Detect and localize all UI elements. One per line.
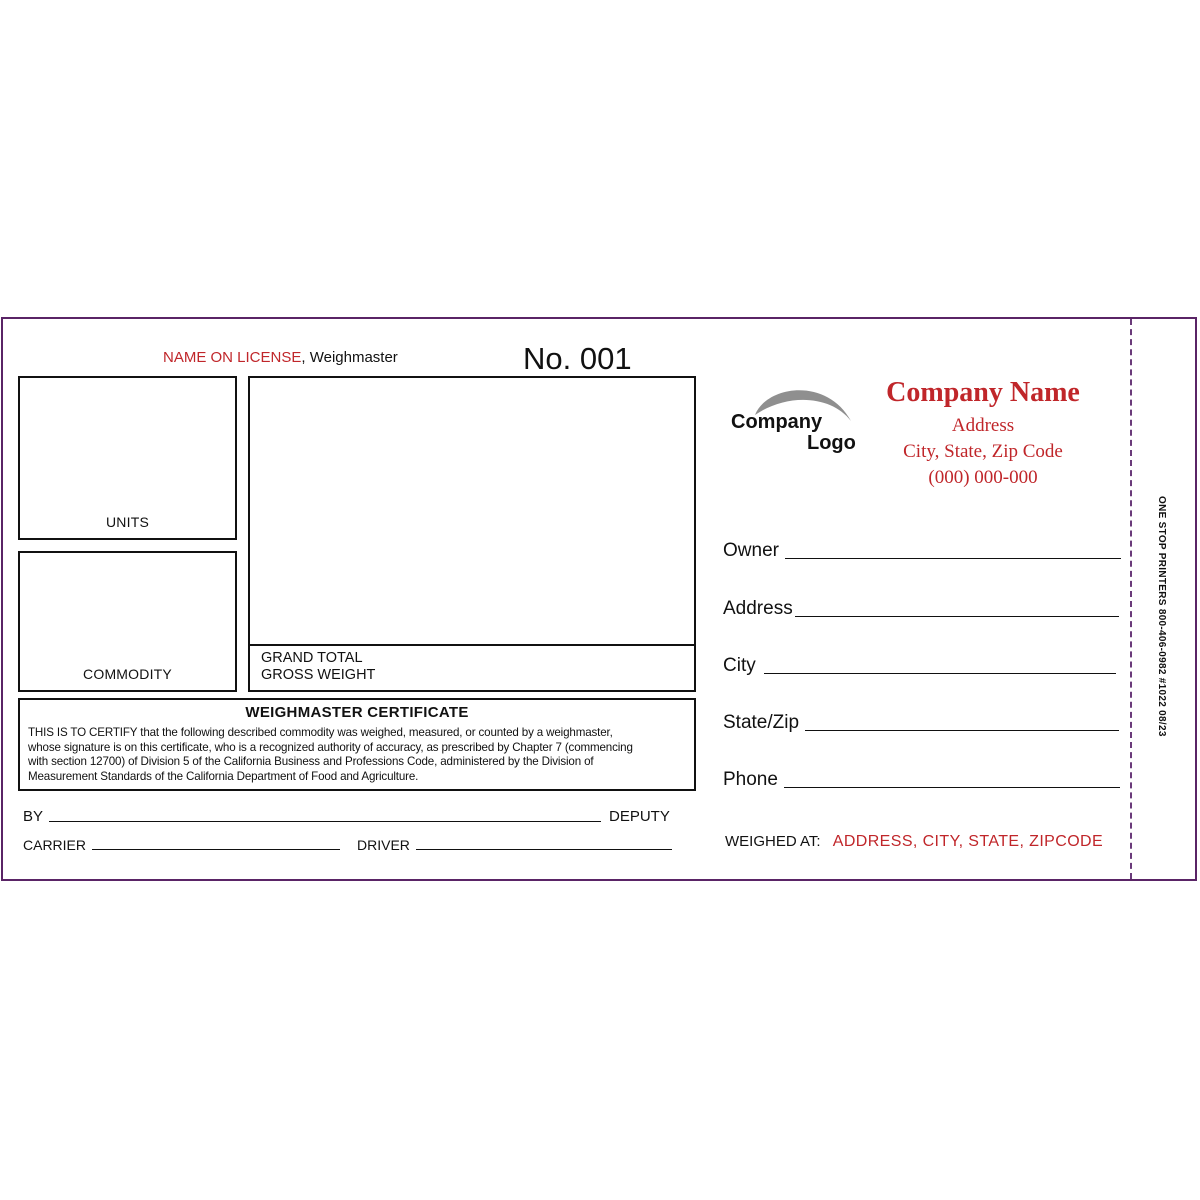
weights-divider <box>250 644 694 646</box>
certificate-title: WEIGHMASTER CERTIFICATE <box>245 704 469 721</box>
deputy-label: DEPUTY <box>609 808 670 825</box>
company-address: Address <box>951 415 1015 436</box>
carrier-signature-line[interactable] <box>92 849 340 850</box>
commodity-box[interactable] <box>18 551 237 692</box>
weighed-at-value: ADDRESS, CITY, STATE, ZIPCODE <box>832 833 1104 850</box>
weights-box[interactable] <box>248 376 696 692</box>
address-line[interactable] <box>795 616 1119 617</box>
units-label: UNITS <box>106 514 149 530</box>
printer-note: ONE STOP PRINTERS 800-406-0982 #1022 08/23 <box>1156 496 1167 737</box>
grand-total-area <box>261 650 375 684</box>
company-logo <box>727 381 867 461</box>
license-line <box>163 349 398 366</box>
commodity-label: COMMODITY <box>83 666 172 682</box>
weighmaster-ticket <box>1 317 1197 881</box>
certificate-line-1: THIS IS TO CERTIFY that the following described commodity was weighed, measured, or counted by a weighmaster, <box>28 726 613 739</box>
ticket-number: No. 001 <box>523 341 632 376</box>
address-field[interactable] <box>723 598 1119 620</box>
driver-label: DRIVER <box>357 837 410 853</box>
certificate-line-4: Measurement Standards of the California Department of Food and Agriculture. <box>28 769 419 783</box>
owner-line[interactable] <box>785 558 1121 559</box>
weighed-at <box>725 833 1103 851</box>
carrier-label: CARRIER <box>23 837 87 853</box>
phone-line[interactable] <box>784 787 1120 788</box>
state-zip-label: State/Zip <box>723 712 800 733</box>
city-line[interactable] <box>764 673 1116 674</box>
logo-text-line-2: Logo <box>807 432 856 454</box>
address-label: Address <box>723 598 793 619</box>
grand-total-label: GRAND TOTAL <box>261 650 363 666</box>
city-label: City <box>723 655 756 676</box>
state-zip-line[interactable] <box>805 730 1119 731</box>
by-label: BY <box>23 808 44 825</box>
company-city-state-zip: City, State, Zip Code <box>903 441 1063 462</box>
company-name: Company Name <box>886 377 1080 408</box>
driver-signature-line[interactable] <box>416 849 672 850</box>
weighed-at-label: WEIGHED AT: <box>725 833 821 850</box>
city-field[interactable] <box>723 655 1116 677</box>
weighmaster-label: , Weighmaster <box>301 349 398 366</box>
certificate-text <box>28 726 633 784</box>
logo-text-line-1: Company <box>731 411 823 433</box>
certificate-box <box>18 698 696 791</box>
license-name: NAME ON LICENSE <box>163 349 302 366</box>
phone-label: Phone <box>723 769 778 790</box>
company-contact <box>863 413 1103 491</box>
owner-field[interactable] <box>723 540 1121 562</box>
state-zip-field[interactable] <box>723 712 1119 734</box>
units-box[interactable] <box>18 376 237 540</box>
phone-field[interactable] <box>723 769 1120 791</box>
owner-label: Owner <box>723 540 779 561</box>
perforation-line <box>1130 319 1132 879</box>
certificate-line-3: with section 12700) of Division 5 of the California Business and Professions Code, administered by the Division of <box>28 755 594 768</box>
gross-weight-label: GROSS WEIGHT <box>261 667 376 683</box>
company-phone: (000) 000-000 <box>928 467 1038 488</box>
certificate-line-2: whose signature is on this certificate, who is a recognized authority of accuracy, as prescribed by Chapter 7 (commencing <box>28 740 633 754</box>
by-signature-line[interactable] <box>49 821 601 822</box>
